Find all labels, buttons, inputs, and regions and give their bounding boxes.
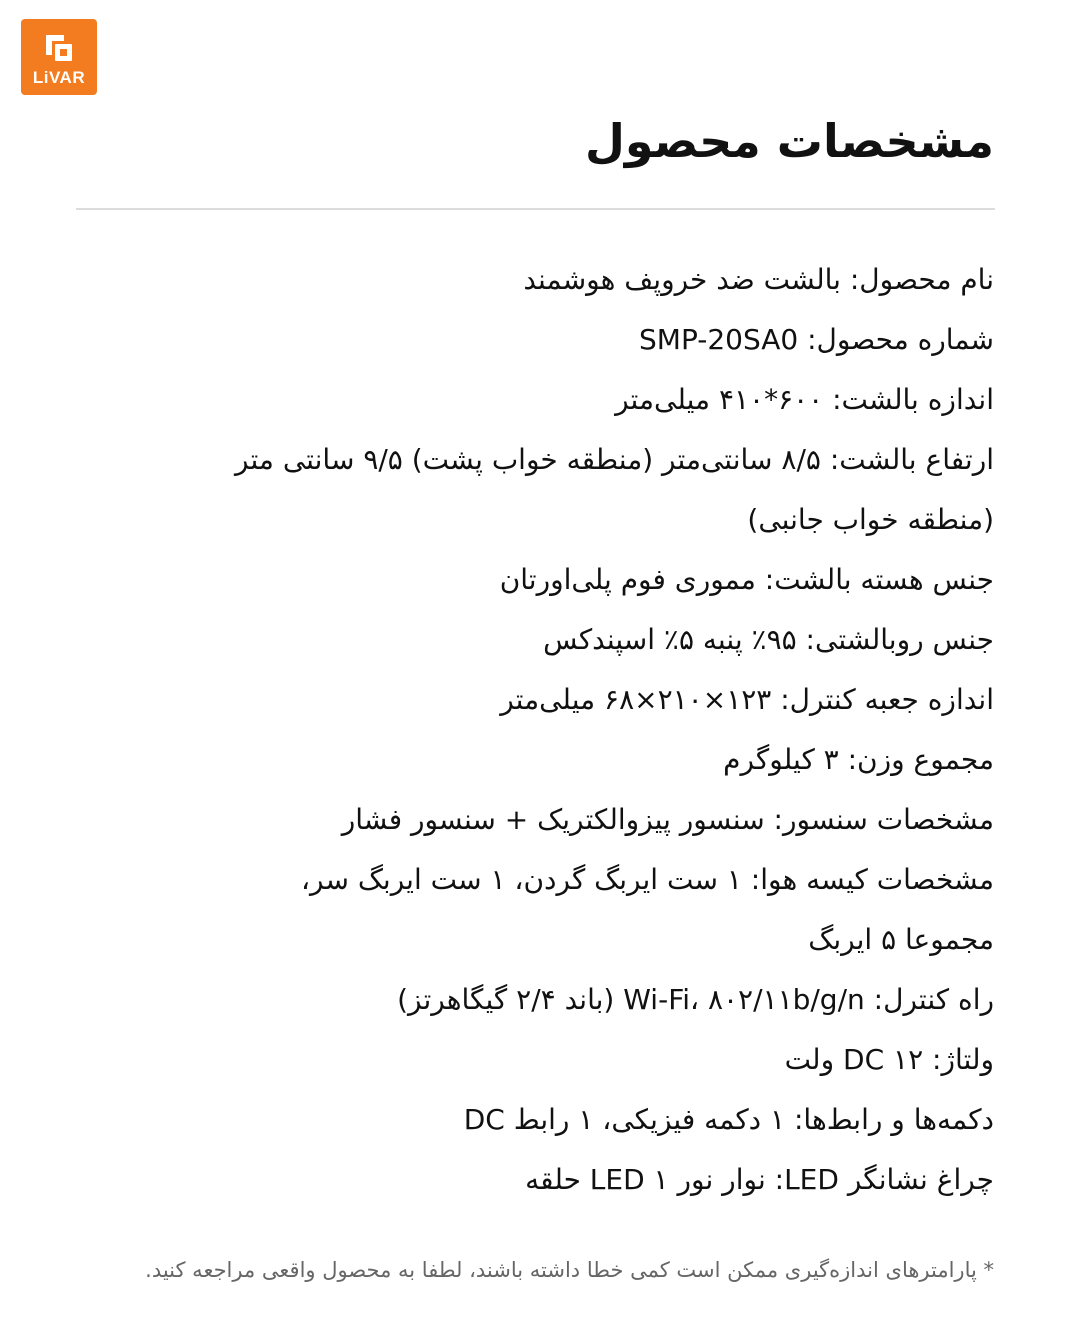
spec-item-led-indicator: چراغ نشانگر LED: نوار نور LED ۱ حلقه bbox=[525, 1163, 994, 1196]
spec-item-product-name: نام محصول: بالشت ضد خروپف هوشمند bbox=[523, 263, 994, 296]
livar-logo-icon bbox=[42, 31, 76, 65]
spec-item-total-weight: مجموع وزن: ۳ کیلوگرم bbox=[723, 743, 994, 776]
spec-item-control-box-size: اندازه جعبه کنترل: ۱۲۳×۲۱۰×۶۸ میلی‌متر bbox=[500, 683, 994, 716]
brand-logo bbox=[21, 19, 97, 95]
spec-item-core-material: جنس هسته بالشت: مموری فوم پلی‌اورتان bbox=[499, 563, 994, 596]
spec-item-control-method: راه کنترل: Wi-Fi، ۸۰۲/۱۱b/g/n (باند ۲/۴ گیگاهرتز) bbox=[397, 983, 994, 1016]
spec-list bbox=[214, 250, 994, 1210]
logo-text: LiVAR bbox=[32, 67, 86, 87]
spec-item-product-number: شماره محصول: SMP-20SA0 bbox=[639, 323, 994, 356]
spec-item-pillow-height: ارتفاع بالشت: ۸/۵ سانتی‌متر (منطقه خواب پشت) ۹/۵ سانتی متر (منطقه خواب جانبی) bbox=[235, 443, 994, 536]
spec-item-airbags: مشخصات کیسه هوا: ۱ ست ایربگ گردن، ۱ ست ایربگ سر، مجموعا ۵ ایربگ bbox=[301, 863, 994, 956]
page-title: مشخصات محصول bbox=[585, 114, 994, 168]
spec-item-pillow-size: اندازه بالشت: ۶۰۰*۴۱۰ میلی‌متر bbox=[615, 383, 994, 416]
spec-item-cover-material: جنس روبالشتی: ۹۵٪ پنبه ۵٪ اسپندکس bbox=[543, 623, 994, 656]
spec-item-buttons-ports: دکمه‌ها و رابط‌ها: ۱ دکمه فیزیکی، ۱ رابط DC bbox=[463, 1103, 994, 1136]
spec-item-voltage: ولتاژ: DC ۱۲ ولت bbox=[784, 1043, 994, 1076]
spec-item-sensor: مشخصات سنسور: سنسور پیزوالکتریک + سنسور فشار bbox=[341, 803, 994, 836]
title-divider bbox=[76, 208, 995, 210]
measurement-note: * پارامترهای اندازه‌گیری ممکن است کمی خطا داشته باشند، لطفا به محصول واقعی مراجعه کنید. bbox=[145, 1258, 994, 1282]
